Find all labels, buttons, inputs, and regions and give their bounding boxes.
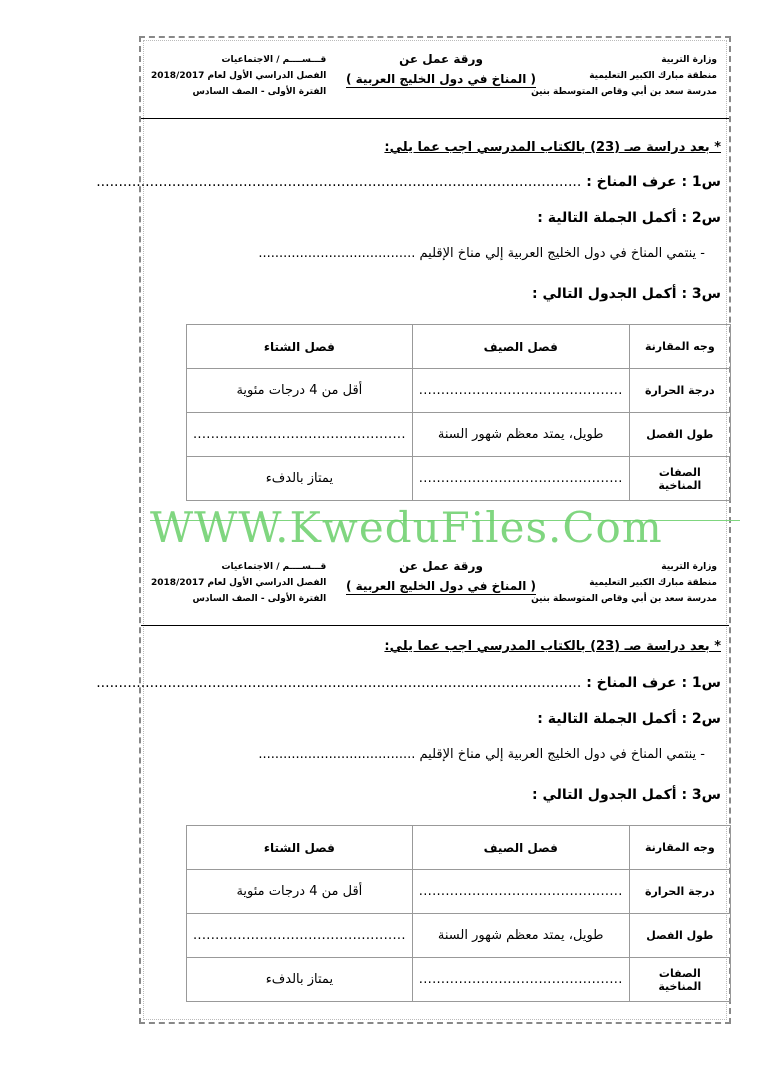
winter-cell[interactable]: ................................................ [187,914,413,958]
ministry-text: وزارة التربية [661,55,717,65]
table-header-row [187,325,731,369]
department-text: قـــســــم / الاجتماعيات [221,55,327,65]
summer-cell[interactable]: .............................................. [412,457,629,501]
summer-cell[interactable]: .............................................. [412,958,629,1002]
question-3-label: س3 : أكمل الجدول التالي : [532,787,721,803]
worksheet-header [141,38,729,118]
instructions: * بعد دراسة صـ (23) بالكتاب المدرسي اجب عما يلي: [384,140,721,155]
question-2-sentence[interactable]: - ينتمي المناخ في دول الخليج العربية إلي مناخ الإقليم ...................................... [258,747,705,762]
table-header-row [187,826,731,870]
table-header-cell: وجه المقارنة [629,325,730,369]
question-1-answer-line[interactable]: ............................................................................................................. [96,174,582,190]
header-right-block [531,52,717,100]
table-header-cell: فصل الشتاء [187,826,413,870]
winter-cell: أقل من 4 درجات مئوية [187,369,413,413]
row-label: درجة الحرارة [629,369,730,413]
worksheet-subtitle: ( المناخ في دول الخليج العربية ) [345,579,537,593]
question-2-label: س2 : أكمل الجملة التالية : [537,711,721,727]
winter-cell: يمتاز بالدفء [187,958,413,1002]
table-row [187,413,731,457]
school-text: مدرسة سعد بن أبي وقاص المتوسطة بنين [531,594,717,604]
comparison-table [186,324,731,501]
ministry-text: وزارة التربية [661,562,717,572]
table-row [187,914,731,958]
period-text: الفترة الأولى - الصف السادس [192,87,327,97]
department-text: قـــســــم / الاجتماعيات [221,562,327,572]
question-3-label: س3 : أكمل الجدول التالي : [532,286,721,302]
summer-cell: طويل، يمتد معظم شهور السنة [412,914,629,958]
table-row [187,369,731,413]
region-text: منطقة مبارك الكبير التعليمية [589,578,717,588]
summer-cell: طويل، يمتد معظم شهور السنة [412,413,629,457]
worksheet-title: ورقة عمل عن [399,52,483,66]
worksheet-top [96,38,729,492]
question-1 [96,675,721,691]
worksheet-title: ورقة عمل عن [399,559,483,573]
row-label: الصفات المناخية [629,457,730,501]
summer-cell[interactable]: .............................................. [412,870,629,914]
row-label: طول الفصل [629,914,730,958]
header-divider [141,625,729,626]
comparison-table [186,825,731,1002]
table-row [187,457,731,501]
term-text: الفصل الدراسي الأول لعام 2018/2017 [151,71,327,81]
table-header-cell: وجه المقارنة [629,826,730,870]
winter-cell[interactable]: ................................................ [187,413,413,457]
row-label: الصفات المناخية [629,958,730,1002]
summer-cell[interactable]: .............................................. [412,369,629,413]
period-text: الفترة الأولى - الصف السادس [192,594,327,604]
question-1-answer-line[interactable]: ............................................................................................................. [96,675,582,691]
question-1 [96,174,721,190]
table-header-cell: فصل الصيف [412,826,629,870]
row-label: درجة الحرارة [629,870,730,914]
header-left-block [151,52,326,100]
watermark-text: WWW.KweduFiles.Com [150,503,663,552]
term-text: الفصل الدراسي الأول لعام 2018/2017 [151,578,327,588]
question-1-label: س1 : عرف المناخ : [586,174,721,190]
region-text: منطقة مبارك الكبير التعليمية [589,71,717,81]
instructions: * بعد دراسة صـ (23) بالكتاب المدرسي اجب عما يلي: [384,639,721,654]
header-right-block [531,559,717,607]
worksheet-subtitle: ( المناخ في دول الخليج العربية ) [345,72,537,86]
worksheet-header [141,545,729,625]
worksheet-bottom [96,545,729,993]
table-row [187,958,731,1002]
table-row [187,870,731,914]
question-1-label: س1 : عرف المناخ : [586,675,721,691]
row-label: طول الفصل [629,413,730,457]
question-2-sentence[interactable]: - ينتمي المناخ في دول الخليج العربية إلي مناخ الإقليم ...................................... [258,246,705,261]
table-header-cell: فصل الشتاء [187,325,413,369]
header-divider [141,118,729,119]
question-2-label: س2 : أكمل الجملة التالية : [537,210,721,226]
school-text: مدرسة سعد بن أبي وقاص المتوسطة بنين [531,87,717,97]
header-center-block [341,52,541,88]
winter-cell: يمتاز بالدفء [187,457,413,501]
header-center-block [341,559,541,595]
table-header-cell: فصل الصيف [412,325,629,369]
header-left-block [151,559,326,607]
winter-cell: أقل من 4 درجات مئوية [187,870,413,914]
